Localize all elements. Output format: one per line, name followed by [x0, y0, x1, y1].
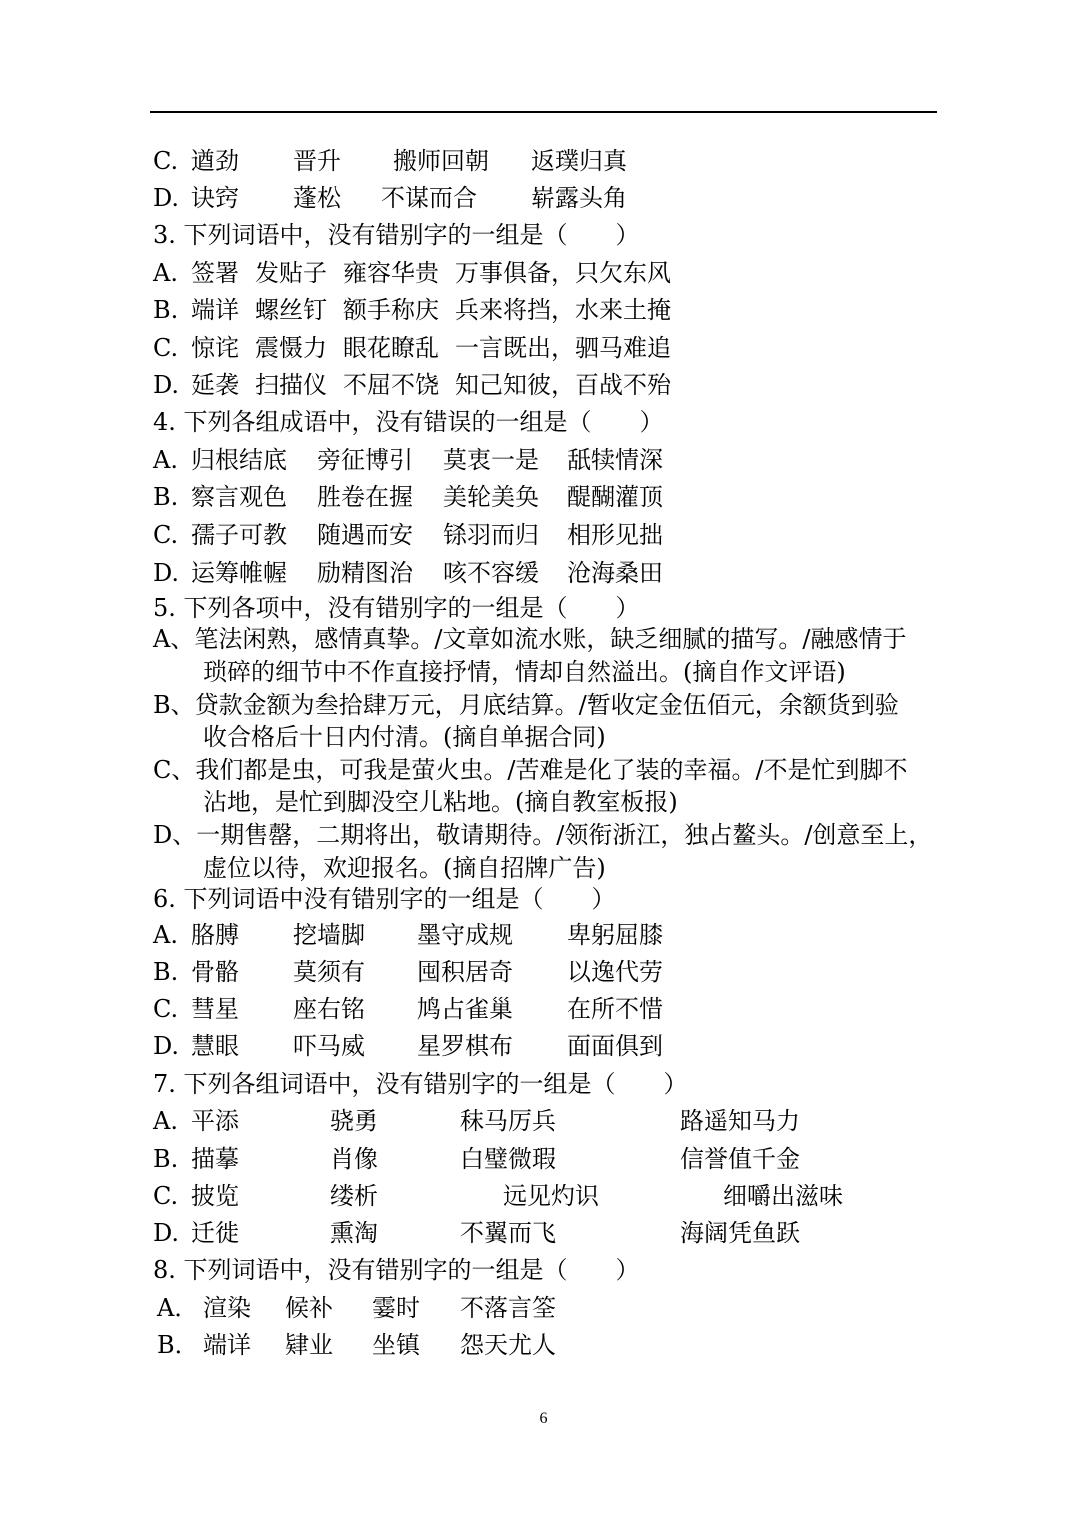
option-label: C. [153, 995, 179, 1023]
option-word: 雍容华贵 [343, 259, 439, 287]
option-word: 随遇而安 [317, 521, 413, 549]
option-word: 霎时 [372, 1294, 420, 1322]
option-word: 遒劲 [191, 147, 239, 175]
option-label: C. [153, 521, 179, 549]
option-word: 慧眼 [191, 1032, 239, 1060]
option-word: 签署 [191, 259, 239, 287]
option-label: D. [153, 559, 180, 587]
option-word: 描摹 [191, 1145, 239, 1173]
option-word: 舐犊情深 [567, 446, 663, 474]
option-word: 不屈不饶 [343, 371, 439, 399]
q5-option-b-line2: 收合格后十日内付清。(摘自单据合同) [203, 723, 606, 751]
option-word: 墨守成规 [417, 921, 513, 949]
option-word: 吓马威 [293, 1032, 365, 1060]
option-word: 渲染 [203, 1294, 251, 1322]
q5-option-d-line2: 虚位以待，欢迎报名。(摘自招牌广告) [203, 854, 606, 882]
option-word: 一言既出，驷马难追 [455, 334, 671, 362]
option-label: B. [153, 483, 179, 511]
option-word: 细嚼出滋味 [723, 1182, 843, 1210]
option-word: 迁徙 [191, 1219, 239, 1247]
option-word: 星罗棋布 [417, 1032, 513, 1060]
option-word: 蓬松 [293, 184, 341, 212]
option-word: 秣马厉兵 [460, 1107, 556, 1135]
option-word: 以逸代劳 [567, 958, 663, 986]
option-word: 不落言筌 [460, 1294, 556, 1322]
option-label: D. [153, 184, 180, 212]
option-word: 励精图治 [317, 559, 413, 587]
option-word: 肄业 [285, 1331, 333, 1359]
option-word: 肖像 [330, 1145, 378, 1173]
option-word: 搬师回朝 [393, 147, 489, 175]
option-word: 端详 [191, 296, 239, 324]
option-word: 崭露头角 [531, 184, 627, 212]
option-word: 熏淘 [330, 1219, 378, 1247]
option-label: A. [153, 1107, 178, 1135]
option-word: 路遥知马力 [680, 1107, 800, 1135]
option-word: 万事俱备，只欠东风 [455, 259, 671, 287]
q5-option-a-line1: A、笔法闲熟，感情真挚。/文章如流水账，缺乏细腻的描写。/融感情于 [153, 625, 907, 653]
option-word: 晋升 [293, 147, 341, 175]
option-word: 骨骼 [191, 958, 239, 986]
question-stem: 4. 下列各组成语中，没有错误的一组是（ ） [153, 408, 664, 436]
option-word: 胳膊 [191, 921, 239, 949]
option-word: 震慑力 [255, 334, 327, 362]
option-word: 兵来将挡，水来土掩 [455, 296, 671, 324]
question-stem: 6. 下列词语中没有错别字的一组是（ ） [153, 885, 616, 913]
question-stem: 5. 下列各项中，没有错别字的一组是（ ） [153, 594, 640, 622]
option-label: C. [153, 334, 179, 362]
q5-option-a-line2: 琐碎的细节中不作直接抒情，情却自然溢出。(摘自作文评语) [203, 658, 846, 686]
question-stem: 8. 下列词语中，没有错别字的一组是（ ） [153, 1256, 640, 1284]
option-word: 运筹帷幄 [191, 559, 287, 587]
option-word: 在所不惜 [567, 995, 663, 1023]
option-word: 沧海桑田 [567, 559, 663, 587]
option-label: D. [153, 1032, 180, 1060]
option-word: 候补 [285, 1294, 333, 1322]
option-label: A. [153, 446, 178, 474]
header-rule [150, 111, 937, 113]
option-word: 座右铭 [293, 995, 365, 1023]
option-word: 归根结底 [191, 446, 287, 474]
option-label: C. [153, 1182, 179, 1210]
option-word: 额手称庆 [343, 296, 439, 324]
option-word: 旁征博引 [317, 446, 413, 474]
option-word: 不翼而飞 [460, 1219, 556, 1247]
option-word: 披览 [191, 1182, 239, 1210]
option-word: 鸠占雀巢 [417, 995, 513, 1023]
option-word: 平添 [191, 1107, 239, 1135]
option-word: 扫描仪 [255, 371, 327, 399]
option-word: 坐镇 [372, 1331, 420, 1359]
option-word: 端详 [203, 1331, 251, 1359]
option-word: 胜卷在握 [317, 483, 413, 511]
option-word: 不谋而合 [381, 184, 477, 212]
option-word: 缕析 [330, 1182, 378, 1210]
option-word: 远见灼识 [503, 1182, 599, 1210]
q5-option-c-line2: 沾地，是忙到脚没空儿粘地。(摘自教室板报) [203, 788, 678, 816]
option-word: 面面俱到 [567, 1032, 663, 1060]
option-word: 惊诧 [191, 334, 239, 362]
option-label: B. [153, 958, 179, 986]
option-word: 铩羽而归 [443, 521, 539, 549]
option-word: 彗星 [191, 995, 239, 1023]
option-word: 白璧微瑕 [460, 1145, 556, 1173]
option-word: 螺丝钉 [255, 296, 327, 324]
option-label: B． [157, 1331, 199, 1359]
option-word: 咳不容缓 [443, 559, 539, 587]
question-stem: 3. 下列词语中，没有错别字的一组是（ ） [153, 221, 640, 249]
q5-option-d-line1: D、一期售罄，二期将出，敬请期待。/领衔浙江，独占鳌头。/创意至上， [153, 821, 933, 849]
option-word: 骁勇 [330, 1107, 378, 1135]
option-word: 醍醐灌顶 [567, 483, 663, 511]
option-word: 挖墙脚 [293, 921, 365, 949]
option-word: 返璞归真 [531, 147, 627, 175]
option-word: 延袭 [191, 371, 239, 399]
option-label: B. [153, 296, 179, 324]
option-word: 诀窍 [191, 184, 239, 212]
option-label: A. [153, 921, 178, 949]
option-label: A． [157, 1294, 199, 1322]
option-word: 怨天尤人 [460, 1331, 556, 1359]
option-label: B. [153, 1145, 179, 1173]
option-label: D. [153, 371, 180, 399]
page-number: 6 [539, 1410, 548, 1427]
option-word: 孺子可教 [191, 521, 287, 549]
option-word: 相形见拙 [567, 521, 663, 549]
option-word: 信誉值千金 [680, 1145, 800, 1173]
option-word: 莫须有 [293, 958, 365, 986]
option-word: 囤积居奇 [417, 958, 513, 986]
option-word: 海阔凭鱼跃 [680, 1219, 800, 1247]
q5-option-b-line1: B、贷款金额为叁拾肆万元，月底结算。/暂收定金伍佰元，余额货到验 [153, 691, 899, 719]
option-word: 眼花瞭乱 [343, 334, 439, 362]
question-stem: 7. 下列各组词语中，没有错别字的一组是（ ） [153, 1070, 688, 1098]
option-label: A. [153, 259, 178, 287]
option-word: 发贴子 [255, 259, 327, 287]
option-label: C. [153, 147, 179, 175]
q5-option-c-line1: C、我们都是虫，可我是萤火虫。/苦难是化了装的幸福。/不是忙到脚不 [153, 756, 908, 784]
option-word: 察言观色 [191, 483, 287, 511]
option-word: 知己知彼，百战不殆 [455, 371, 671, 399]
option-word: 卑躬屈膝 [567, 921, 663, 949]
option-label: D. [153, 1219, 180, 1247]
option-word: 美轮美奂 [443, 483, 539, 511]
option-word: 莫衷一是 [443, 446, 539, 474]
